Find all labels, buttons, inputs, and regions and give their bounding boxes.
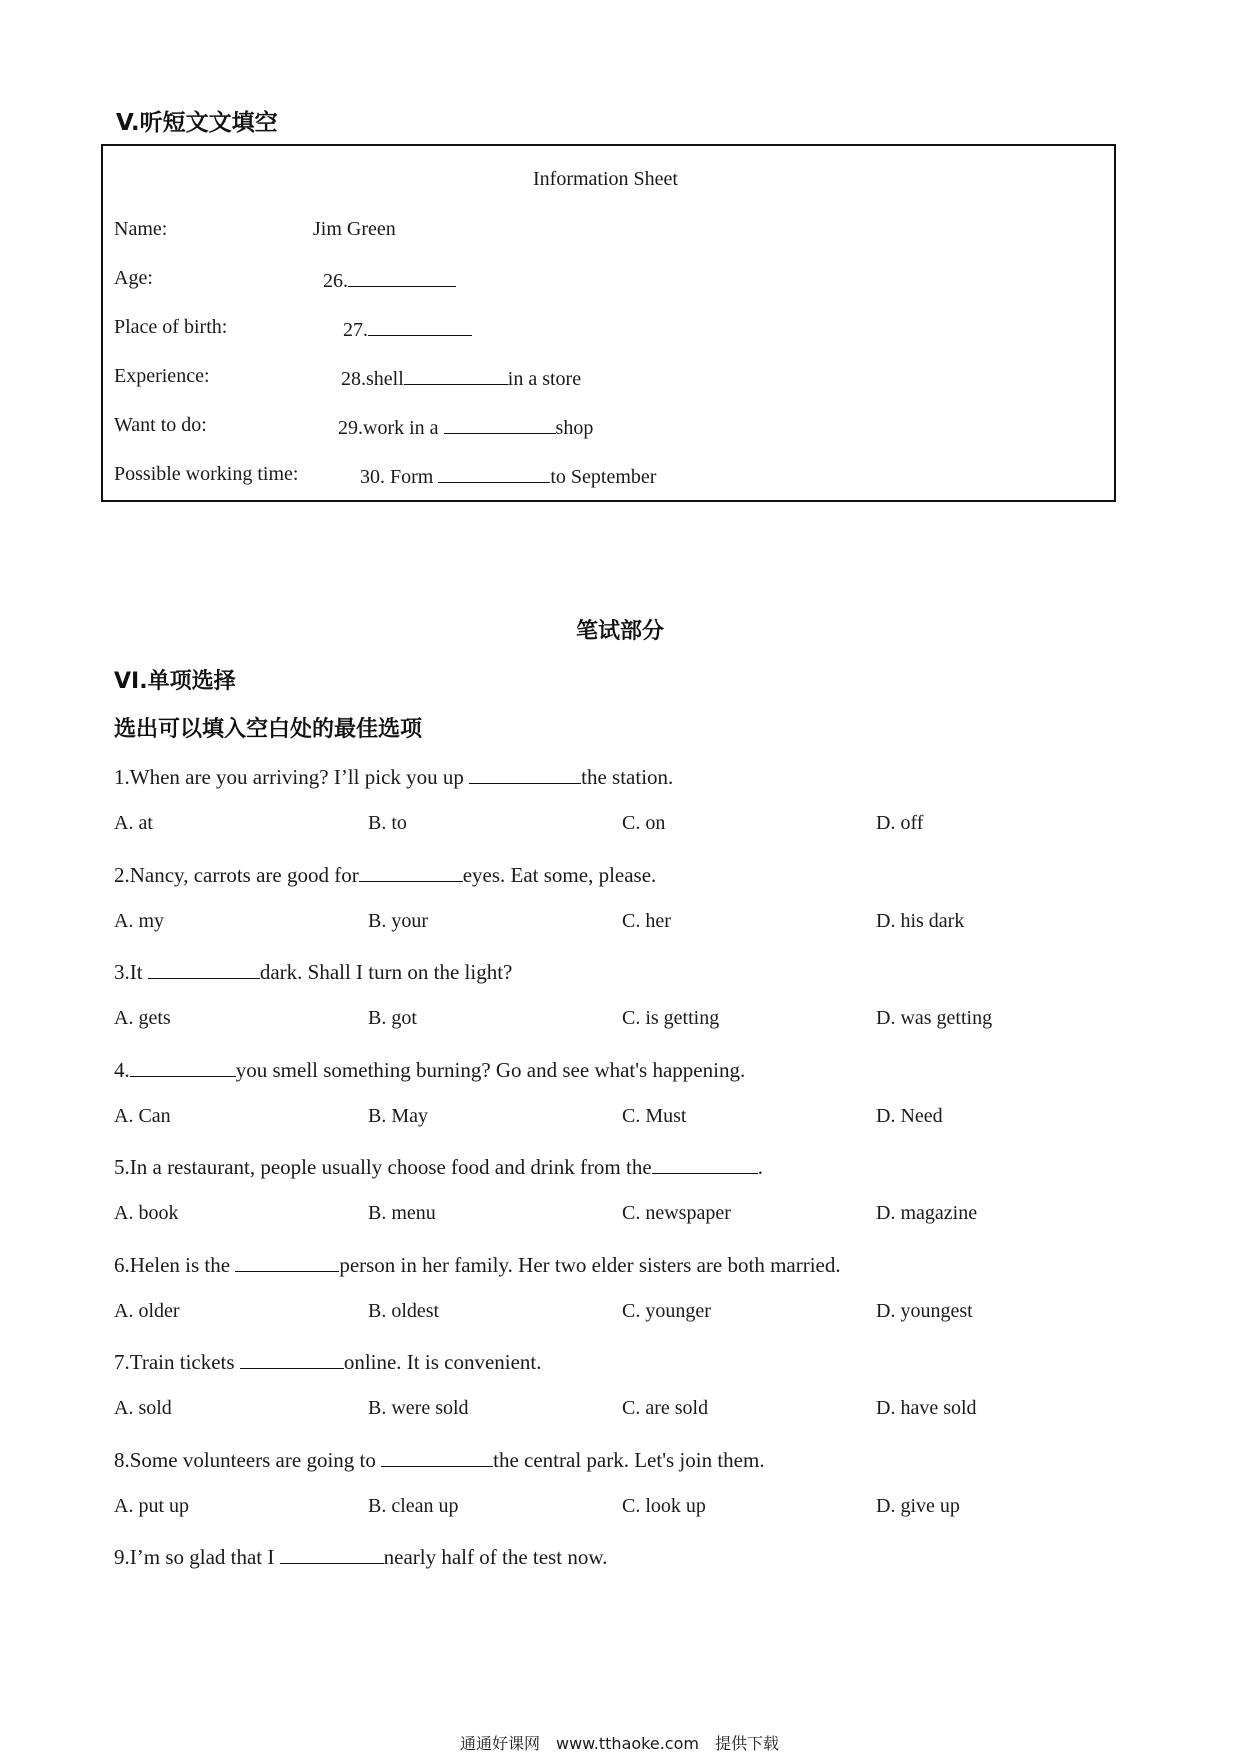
q4-option-a[interactable]: A. Can [114, 1105, 171, 1127]
info-item-30: 30. Form to September [360, 463, 656, 489]
q1-option-b[interactable]: B. to [368, 812, 407, 834]
info-label-working-time: Possible working time: [114, 463, 299, 485]
question-4: 4. you smell something burning? Go and see what's happening. [114, 1057, 746, 1082]
info-label-name: Name: [114, 218, 168, 240]
q4-option-d[interactable]: D. Need [876, 1105, 943, 1127]
q7-option-d[interactable]: D. have sold [876, 1397, 977, 1419]
q6-option-c[interactable]: C. younger [622, 1300, 711, 1322]
q7-option-b[interactable]: B. were sold [368, 1397, 469, 1419]
q8-option-a[interactable]: A. put up [114, 1495, 189, 1517]
information-sheet-title: Information Sheet [533, 168, 678, 190]
q2-option-c[interactable]: C. her [622, 910, 671, 932]
q7-option-c[interactable]: C. are sold [622, 1397, 709, 1419]
q2-option-a[interactable]: A. my [114, 910, 164, 932]
answer-blank-q1[interactable] [469, 763, 581, 784]
q6-option-d[interactable]: D. youngest [876, 1300, 973, 1322]
info-item-29: 29.work in a shop [338, 414, 593, 440]
section-5-title: V.听短文文填空 [116, 110, 278, 136]
q5-option-d[interactable]: D. magazine [876, 1202, 978, 1224]
q2-option-d[interactable]: D. his dark [876, 910, 965, 932]
q6-option-b[interactable]: B. oldest [368, 1300, 440, 1322]
footer-source: 通通好课网 www.tthaoke.com 提供下载 [460, 1734, 779, 1753]
section-6-instruction: 选出可以填入空白处的最佳选项 [114, 717, 423, 742]
answer-blank-30[interactable] [438, 463, 550, 483]
q1-option-c[interactable]: C. on [622, 812, 666, 834]
q3-option-c[interactable]: C. is getting [622, 1007, 720, 1029]
answer-blank-q5[interactable] [652, 1153, 758, 1174]
question-7: 7.Train tickets online. It is convenient. [114, 1349, 542, 1374]
q1-option-d[interactable]: D. off [876, 812, 924, 834]
question-5: 5.In a restaurant, people usually choose food and drink from the . [114, 1154, 763, 1179]
q3-option-d[interactable]: D. was getting [876, 1007, 993, 1029]
answer-blank-29[interactable] [444, 414, 556, 434]
answer-blank-q3[interactable] [148, 958, 260, 979]
q5-option-c[interactable]: C. newspaper [622, 1202, 731, 1224]
q8-option-c[interactable]: C. look up [622, 1495, 706, 1517]
written-part-title: 笔试部分 [576, 619, 665, 644]
q4-option-c[interactable]: C. Must [622, 1105, 687, 1127]
answer-blank-q7[interactable] [240, 1348, 344, 1369]
info-value-name: Jim Green [313, 218, 396, 240]
answer-blank-q6[interactable] [235, 1251, 339, 1272]
q6-option-a[interactable]: A. older [114, 1300, 180, 1322]
info-item-28: 28.shell in a store [341, 365, 581, 391]
question-9: 9.I’m so glad that I nearly half of the test now. [114, 1544, 608, 1569]
info-label-want-to-do: Want to do: [114, 414, 207, 436]
answer-blank-26[interactable] [348, 267, 456, 287]
q8-option-d[interactable]: D. give up [876, 1495, 960, 1517]
question-1: 1.When are you arriving? I’ll pick you up the station. [114, 764, 674, 789]
info-label-experience: Experience: [114, 365, 210, 387]
q2-option-b[interactable]: B. your [368, 910, 428, 932]
q5-option-a[interactable]: A. book [114, 1202, 179, 1224]
answer-blank-28[interactable] [404, 365, 508, 385]
info-label-age: Age: [114, 267, 153, 289]
answer-blank-27[interactable] [368, 316, 472, 336]
question-6: 6.Helen is the person in her family. Her two elder sisters are both married. [114, 1252, 841, 1277]
question-8: 8.Some volunteers are going to the central park. Let's join them. [114, 1447, 765, 1472]
q3-option-b[interactable]: B. got [368, 1007, 417, 1029]
section-6-title: VI.单项选择 [114, 669, 236, 694]
q5-option-b[interactable]: B. menu [368, 1202, 436, 1224]
question-3: 3.It dark. Shall I turn on the light? [114, 959, 513, 984]
answer-blank-q8[interactable] [381, 1446, 493, 1467]
q1-option-a[interactable]: A. at [114, 812, 153, 834]
info-label-place-of-birth: Place of birth: [114, 316, 228, 338]
question-2: 2.Nancy, carrots are good for eyes. Eat some, please. [114, 862, 657, 887]
q4-option-b[interactable]: B. May [368, 1105, 428, 1127]
info-item-27: 27. [343, 316, 472, 342]
answer-blank-q2[interactable] [359, 861, 463, 882]
answer-blank-q9[interactable] [280, 1543, 384, 1564]
q7-option-a[interactable]: A. sold [114, 1397, 172, 1419]
q3-option-a[interactable]: A. gets [114, 1007, 171, 1029]
info-item-26: 26. [323, 267, 456, 293]
answer-blank-q4[interactable] [130, 1056, 236, 1077]
q8-option-b[interactable]: B. clean up [368, 1495, 459, 1517]
information-sheet [101, 144, 1116, 502]
